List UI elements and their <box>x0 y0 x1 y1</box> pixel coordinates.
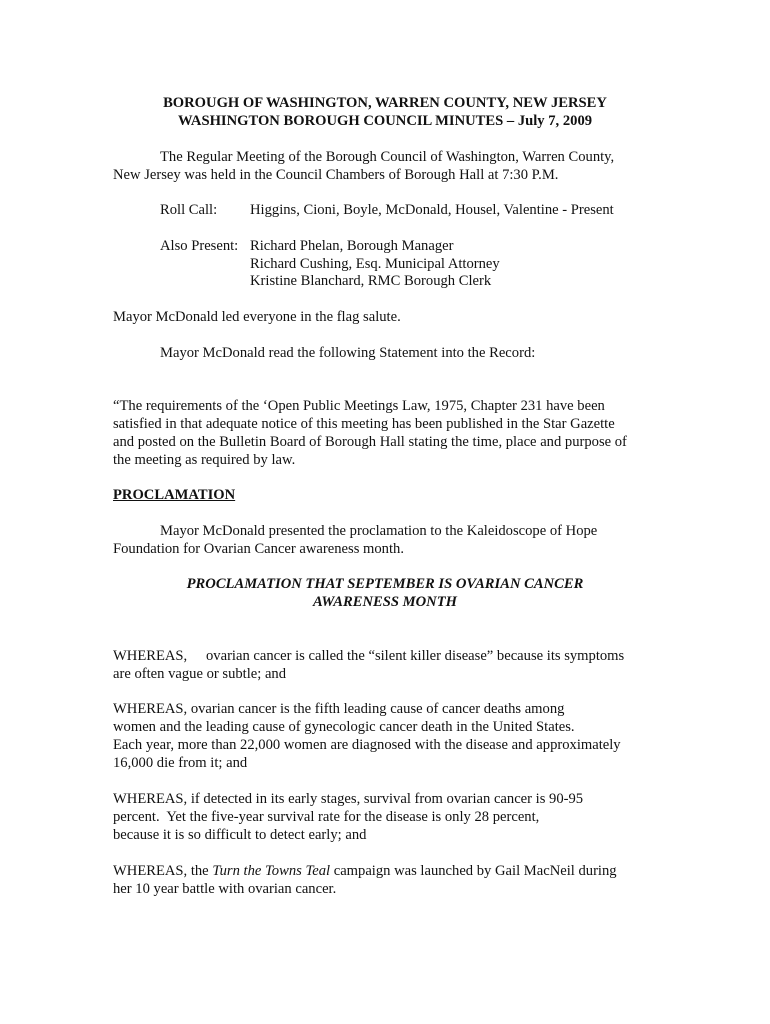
whereas-paragraph-1 <box>113 647 624 665</box>
roll-call-value: Higgins, Cioni, Boyle, McDonald, Housel, Valentine - Present <box>250 202 614 218</box>
header-title: BOROUGH OF WASHINGTON, WARREN COUNTY, NEW JERSEY <box>163 95 607 111</box>
whereas-prefix: WHEREAS, the <box>113 863 213 879</box>
whereas-text: ovarian cancer is called the “silent killer disease” because its symptoms <box>206 648 625 664</box>
whereas-line: are often vague or subtle; and <box>113 666 287 682</box>
also-present-person: Richard Cushing, Esq. Municipal Attorney <box>250 256 500 272</box>
intro-line-1: The Regular Meeting of the Borough Council of Washington, Warren County, <box>160 149 615 165</box>
whereas-line: percent. Yet the five-year survival rate for the disease is only 28 percent, <box>113 809 540 825</box>
proclamation-title-line-2: AWARENESS MONTH <box>313 594 457 610</box>
statement-line: the meeting as required by law. <box>113 452 296 468</box>
whereas-line: women and the leading cause of gynecologic cancer death in the United States. <box>113 719 575 735</box>
proclamation-intro-line-2: Foundation for Ovarian Cancer awareness month. <box>113 541 404 557</box>
statement-line: satisfied in that adequate notice of this meeting has been published in the Star Gazette <box>113 416 615 432</box>
statement-line: “The requirements of the ‘Open Public Meetings Law, 1975, Chapter 231 have been <box>113 398 605 414</box>
whereas-suffix: campaign was launched by Gail MacNeil during <box>330 863 617 879</box>
statement-intro: Mayor McDonald read the following Statement into the Record: <box>160 345 536 361</box>
proclamation-title: PROCLAMATION THAT SEPTEMBER IS OVARIAN CANCER <box>186 576 584 592</box>
whereas-line: her 10 year battle with ovarian cancer. <box>113 881 337 897</box>
whereas-paragraph-4 <box>113 862 617 880</box>
whereas-line: WHEREAS, ovarian cancer is the fifth leading cause of cancer deaths among <box>113 701 565 717</box>
whereas-line: because it is so difficult to detect early; and <box>113 827 367 843</box>
campaign-name: Turn the Towns Teal <box>212 863 331 879</box>
statement-line: and posted on the Bulletin Board of Borough Hall stating the time, place and purpose of <box>113 434 627 450</box>
flag-salute-text: Mayor McDonald led everyone in the flag salute. <box>113 309 401 325</box>
whereas-line: 16,000 die from it; and <box>113 755 248 771</box>
proclamation-heading: PROCLAMATION <box>113 487 236 503</box>
header-subtitle: WASHINGTON BOROUGH COUNCIL MINUTES – July 7, 2009 <box>177 113 593 129</box>
whereas-word: WHEREAS, <box>113 648 188 664</box>
whereas-line: WHEREAS, if detected in its early stages, survival from ovarian cancer is 90-95 <box>113 791 584 807</box>
whereas-line: Each year, more than 22,000 women are diagnosed with the disease and approximately <box>113 737 621 753</box>
also-present-person: Kristine Blanchard, RMC Borough Clerk <box>250 273 492 289</box>
intro-line-2: New Jersey was held in the Council Chambers of Borough Hall at 7:30 P.M. <box>113 167 559 183</box>
also-present-label: Also Present: <box>160 238 239 254</box>
proclamation-intro-line-1: Mayor McDonald presented the proclamation to the Kaleidoscope of Hope <box>160 523 598 539</box>
roll-call-label: Roll Call: <box>160 202 218 218</box>
also-present-person: Richard Phelan, Borough Manager <box>250 238 454 254</box>
